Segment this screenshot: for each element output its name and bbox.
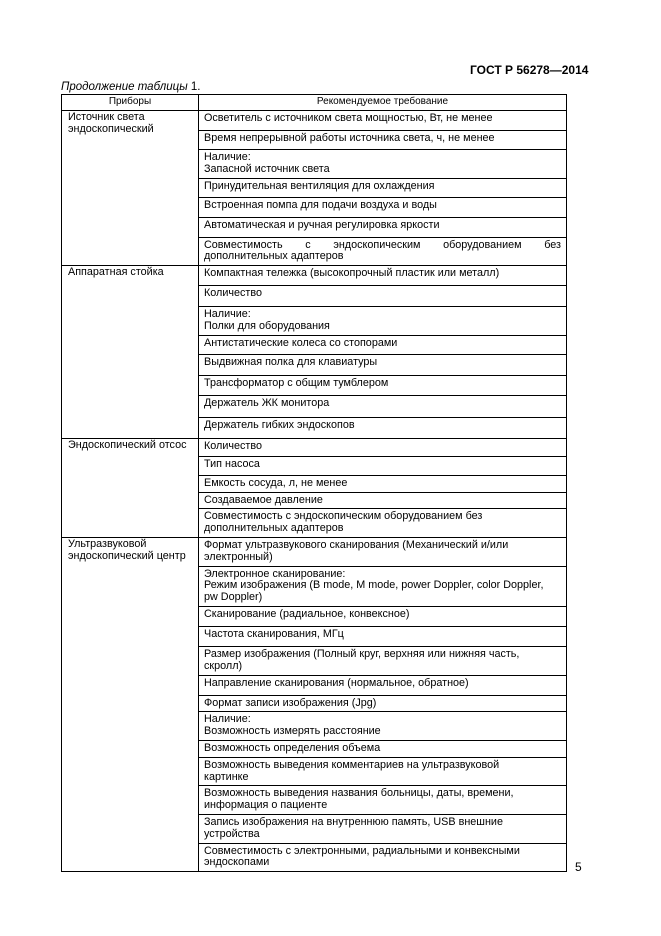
requirement-cell: [199, 375, 567, 395]
requirement-text: Количество: [204, 439, 262, 452]
requirement-text: Запись изображения на внутреннюю память, USB внешние: [204, 815, 503, 828]
requirements-table: [61, 94, 567, 872]
continuation-label: Продолжение таблицы: [61, 81, 188, 93]
requirement-text: Создаваемое давление: [204, 493, 323, 506]
requirement-text: Антистатические колеса со стопорами: [204, 336, 398, 349]
requirement-text: Держатель гибких эндоскопов: [204, 418, 355, 431]
requirement-text: картинке: [204, 770, 249, 783]
requirement-text: Возможность измерять расстояние: [204, 725, 381, 738]
requirement-text: Возможность определения объема: [204, 741, 381, 754]
requirement-cell: [199, 566, 567, 606]
requirement-cell: [199, 695, 567, 712]
requirement-text: Размер изображения (Полный круг, верхняя или нижняя часть,: [204, 647, 520, 660]
requirement-cell: [199, 475, 567, 492]
requirement-cell: [199, 266, 567, 286]
requirement-cell: [199, 675, 567, 695]
requirement-text: Запасной источник света: [204, 162, 330, 175]
requirement-text: дополнительных адаптеров: [204, 250, 344, 263]
page-number: 5: [575, 860, 582, 874]
requirement-text: Наличие:: [204, 308, 251, 321]
requirement-cell: [199, 354, 567, 375]
requirement-text: Осветитель с источником света мощностью, Вт, не менее: [204, 112, 493, 124]
requirement-text: Тип насоса: [204, 457, 260, 470]
requirement-cell: [199, 335, 567, 354]
requirement-cell: [199, 537, 567, 566]
requirement-text: Совместимость с эндоскопическим оборудованием без: [204, 238, 561, 251]
requirement-cell: [199, 395, 567, 417]
requirement-cell: [199, 509, 567, 538]
requirement-text: Количество: [204, 287, 262, 300]
table-row: [62, 438, 567, 456]
requirement-text: Полки для оборудования: [204, 319, 330, 332]
requirement-text: pw Doppler): [204, 591, 263, 604]
column-header-devices: Приборы: [62, 95, 199, 111]
requirement-cell: [199, 111, 567, 131]
requirement-cell: [199, 646, 567, 675]
device-name-cell: Аппаратная стойка: [62, 266, 199, 439]
table-continuation-caption: [61, 81, 201, 93]
requirement-cell: [199, 492, 567, 509]
table-header-row: [62, 95, 567, 111]
requirement-text: Автоматическая и ручная регулировка яркости: [204, 218, 440, 231]
requirement-text: Держатель ЖК монитора: [204, 396, 330, 409]
requirement-cell: [199, 712, 567, 741]
requirement-text: Направление сканирования (нормальное, обратное): [204, 676, 469, 689]
requirement-text: Сканирование (радиальное, конвексное): [204, 607, 410, 620]
table-row: [62, 111, 567, 131]
requirement-text: Принудительная вентиляция для охлаждения: [204, 179, 435, 192]
requirement-cell: [199, 417, 567, 438]
requirement-text: Наличие:: [204, 151, 251, 163]
requirement-cell: [199, 286, 567, 307]
requirement-text: электронный): [204, 550, 273, 563]
requirement-text: Совместимость с эндоскопическим оборудованием без: [204, 510, 483, 523]
requirement-text: дополнительных адаптеров: [204, 522, 344, 535]
requirement-cell: [199, 740, 567, 757]
requirement-text: Электронное сканирование:: [204, 567, 346, 580]
device-name-cell: Эндоскопический отсос: [62, 438, 199, 537]
requirement-cell: [199, 237, 567, 266]
requirement-text: информация о пациенте: [204, 799, 328, 812]
requirement-cell: [199, 786, 567, 815]
requirement-text: Совместимость с электронными, радиальными и конвексными: [204, 844, 520, 857]
requirement-text: Частота сканирования, МГц: [204, 627, 344, 640]
device-name-cell: Источник света эндоскопический: [62, 111, 199, 266]
requirement-text: эндоскопами: [204, 856, 270, 869]
requirement-text: Выдвижная полка для клавиатуры: [204, 355, 378, 368]
requirement-text: Емкость сосуда, л, не менее: [204, 476, 348, 489]
requirement-cell: [199, 307, 567, 336]
device-name-cell: Ультразвуковой эндоскопический центр: [62, 537, 199, 871]
requirement-cell: [199, 150, 567, 179]
table-row: [62, 537, 567, 566]
requirement-cell: [199, 626, 567, 646]
requirement-text: Формат записи изображения (Jpg): [204, 696, 377, 709]
requirement-text: Встроенная помпа для подачи воздуха и воды: [204, 198, 437, 211]
requirement-cell: [199, 814, 567, 843]
requirement-text: Возможность выведения названия больницы, даты, времени,: [204, 787, 514, 800]
requirement-cell: [199, 178, 567, 197]
standard-number: ГОСТ Р 56278—2014: [470, 63, 589, 77]
requirement-text: устройства: [204, 827, 260, 840]
continuation-number: 1.: [187, 81, 201, 93]
requirement-cell: [199, 456, 567, 475]
requirement-text: Формат ультразвукового сканирования (Механический и/или: [204, 538, 509, 551]
requirement-cell: [199, 757, 567, 786]
requirement-text: Возможность выведения комментариев на ультразвуковой: [204, 758, 500, 771]
requirement-cell: [199, 217, 567, 237]
table-row: [62, 266, 567, 286]
requirement-cell: [199, 843, 567, 872]
column-header-requirement: Рекомендуемое требование: [199, 95, 567, 111]
requirement-text: Режим изображения (B mode, M mode, power Doppler, color Doppler,: [204, 579, 544, 592]
requirement-text: Компактная тележка (высокопрочный пластик или металл): [204, 267, 500, 280]
requirement-cell: [199, 131, 567, 150]
requirement-cell: [199, 606, 567, 626]
requirement-cell: [199, 197, 567, 217]
requirement-cell: [199, 438, 567, 456]
requirement-text: Трансформатор с общим тумблером: [204, 376, 389, 389]
requirement-text: Наличие:: [204, 713, 251, 726]
requirement-text: Время непрерывной работы источника света, ч, не менее: [204, 132, 495, 144]
requirement-text: скролл): [204, 659, 243, 672]
